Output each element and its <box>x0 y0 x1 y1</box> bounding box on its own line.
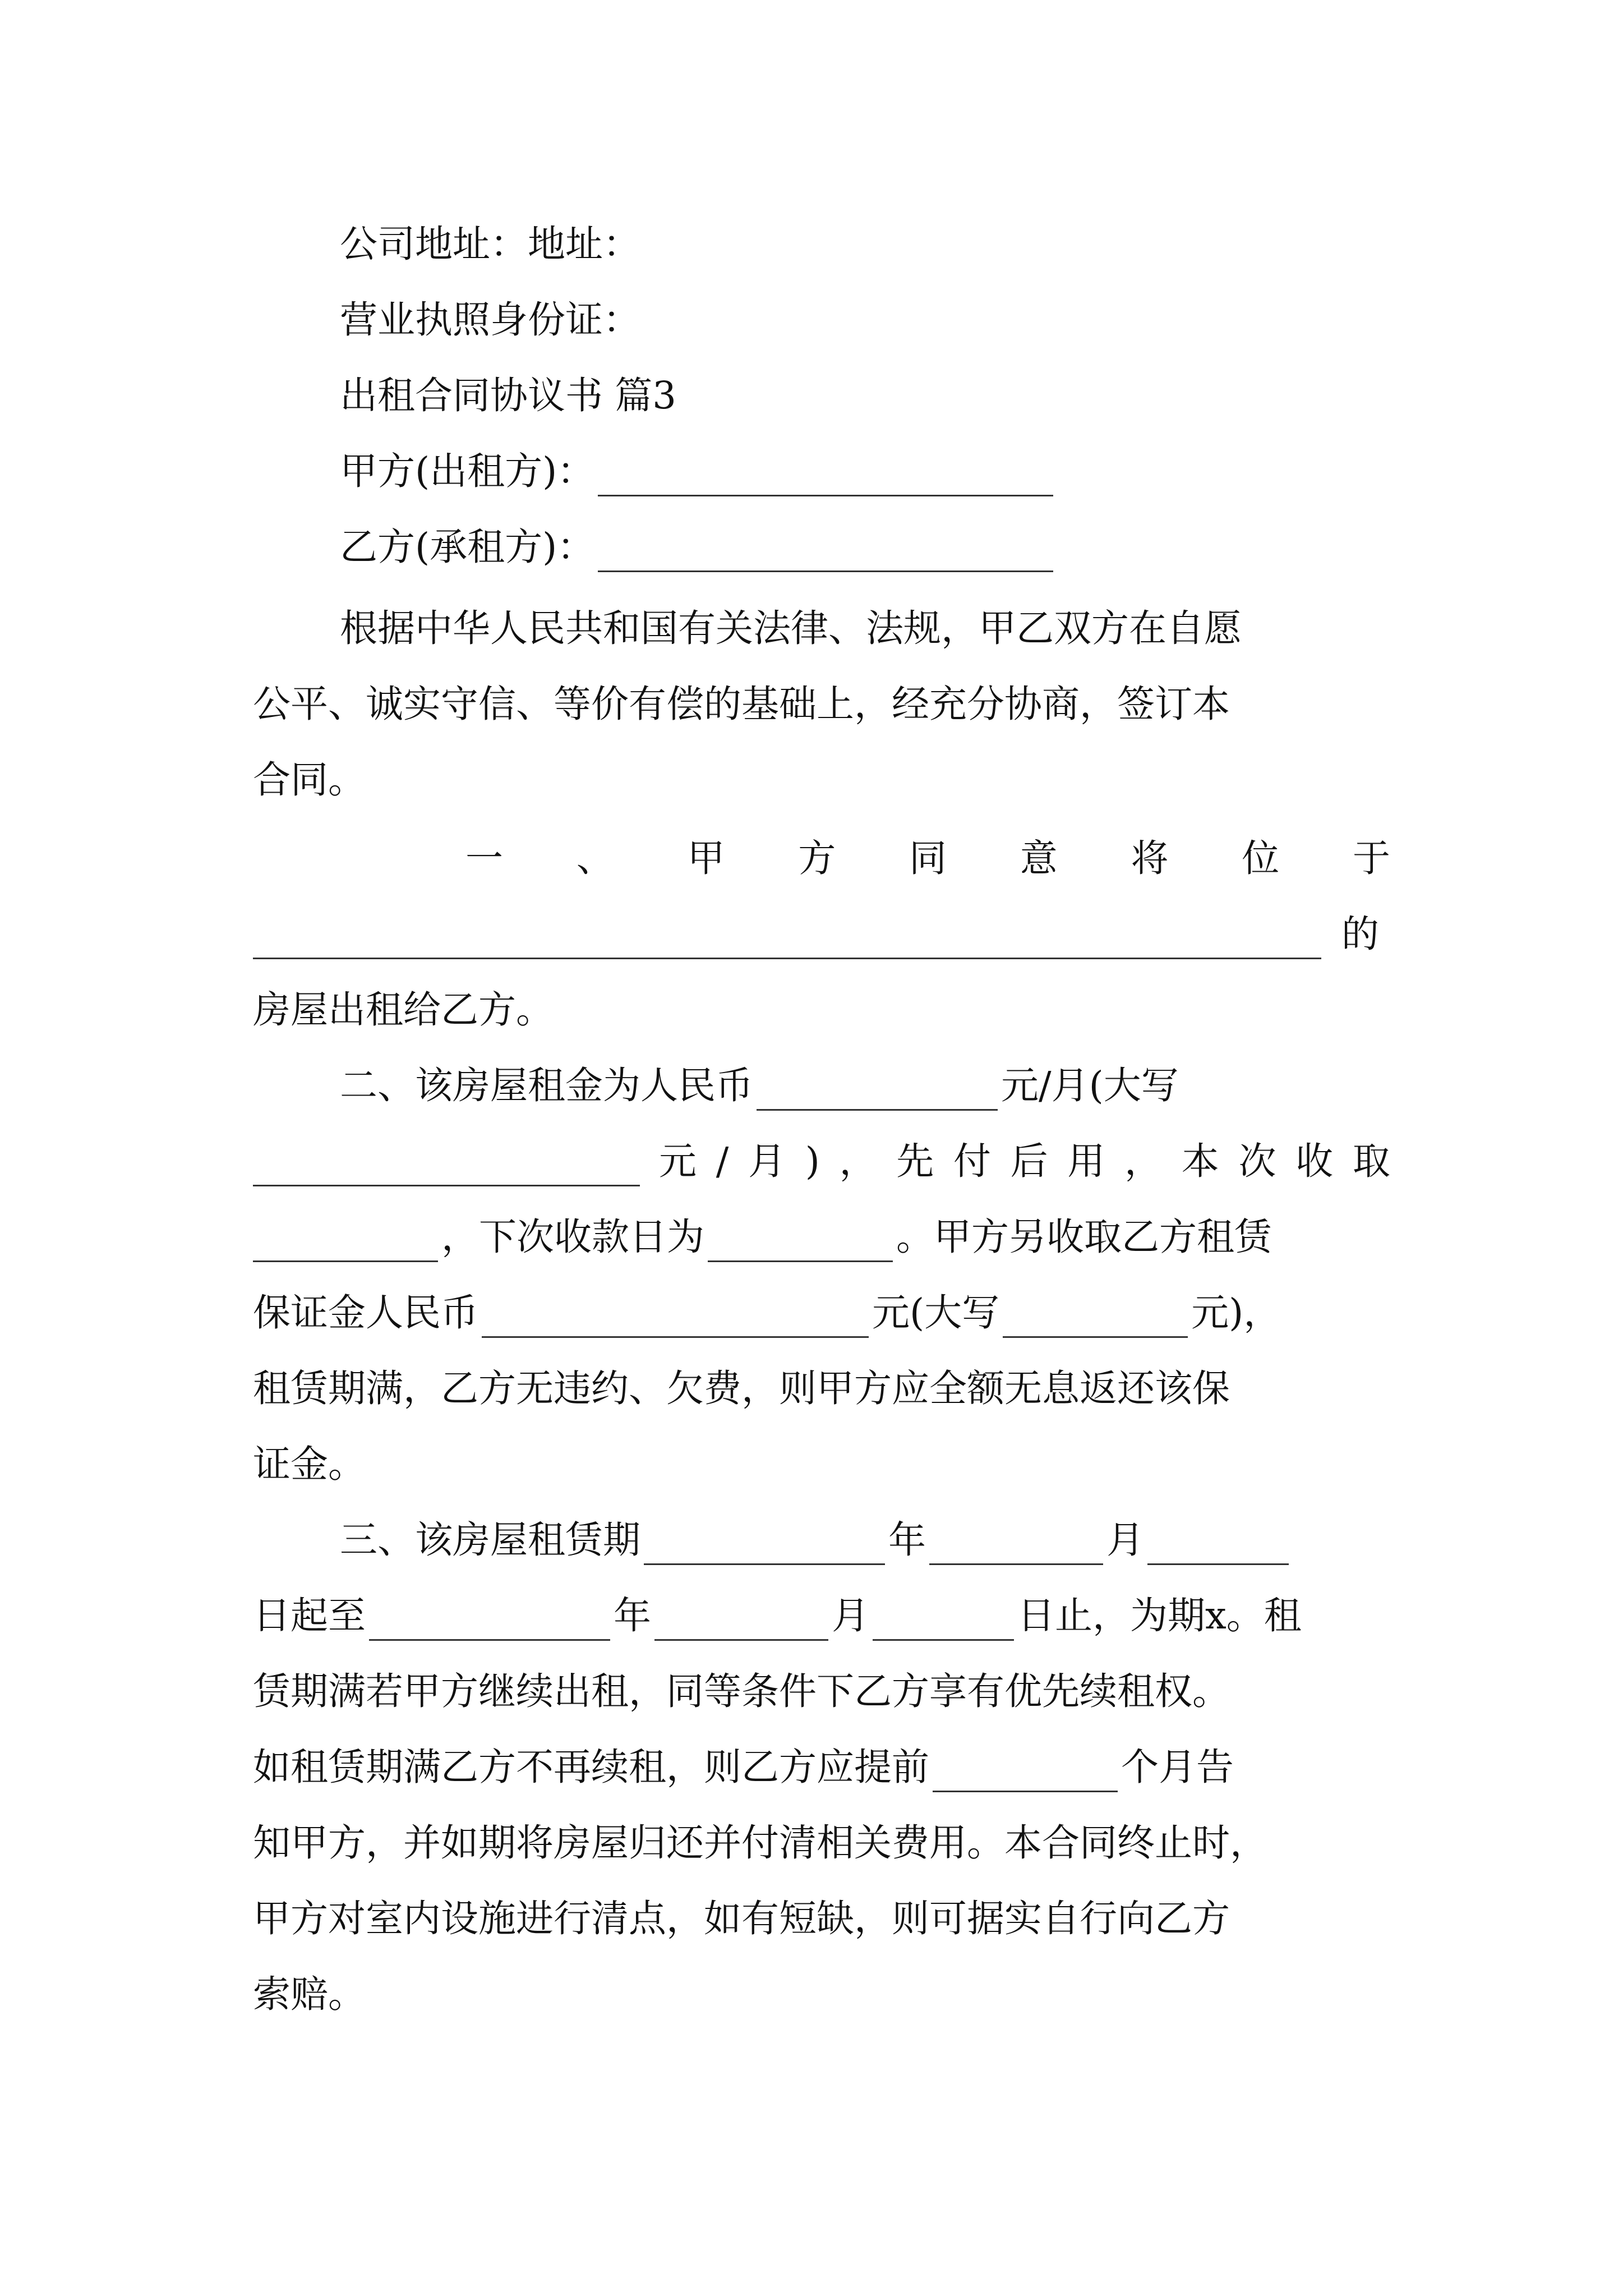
clause-3-line-5: 知甲方，并如期将房屋归还并付清相关费用。本合同终止时， <box>253 1821 1267 1865</box>
clause-1-char: 于 <box>1353 836 1390 880</box>
party-b-label: 乙方(承租方)： <box>340 525 595 569</box>
end-day-blank <box>873 1605 1014 1641</box>
deposit-label: 保证金人民币 <box>253 1291 478 1335</box>
paragraph-intro-line-3: 合同。 <box>253 758 366 802</box>
paragraph-intro-line-2: 公平、诚实守信、等价有偿的基础上，经充分协商，签订本 <box>253 682 1230 726</box>
clause-3-line-1 <box>340 1515 1292 1565</box>
month-label: 月 <box>1106 1518 1144 1562</box>
clause-3-line-6: 甲方对室内设施进行清点，如有短缺，则可据实自行向乙方 <box>253 1897 1230 1940</box>
location-blank <box>253 924 1321 959</box>
rent-uppercase-blank <box>253 1151 640 1186</box>
party-a-label: 甲方(出租方)： <box>340 449 595 493</box>
end-year-blank <box>369 1605 610 1641</box>
contract-title: 出租合同协议书 篇3 <box>340 374 676 417</box>
paragraph-intro-line-1: 根据中华人民共和国有关法律、法规，甲乙双方在自愿 <box>340 606 1242 650</box>
deposit-uppercase-label: 元(大写 <box>872 1291 1000 1335</box>
party-a-blank <box>598 461 1053 496</box>
start-day-label: 日起至 <box>253 1594 366 1637</box>
clause-2-line-6: 证金。 <box>253 1442 366 1486</box>
deposit-intro: 。甲方另收取乙方租赁 <box>896 1215 1272 1259</box>
party-a-line <box>340 446 1057 496</box>
clause-2-line-2 <box>253 1136 643 1186</box>
start-day-blank <box>1147 1530 1289 1565</box>
clause-2-char: 收 <box>1295 1139 1334 1183</box>
clause-3-line-7: 索赔。 <box>253 1972 366 2016</box>
clause-3-line-2 <box>253 1590 1302 1641</box>
clause-2-char: 用 <box>1067 1139 1105 1183</box>
next-payment-label: ，下次收款日为 <box>441 1215 704 1259</box>
party-b-line <box>340 522 1057 572</box>
month-label: 月 <box>832 1594 869 1637</box>
rent-amount-blank <box>757 1075 998 1111</box>
clause-2-char: 本 <box>1181 1139 1219 1183</box>
clause-1-char: 意 <box>1020 836 1058 880</box>
clause-2-char: ， <box>839 1139 877 1183</box>
lease-term-label: 三、该房屋租赁期 <box>340 1518 640 1562</box>
clause-2-line-1 <box>340 1060 1179 1111</box>
clause-1-char: 一 <box>465 836 503 880</box>
notice-label: 如租赁期满乙方不再续租，则乙方应提前 <box>253 1745 929 1789</box>
clause-2-line-3 <box>253 1212 1272 1262</box>
clause-1-char: 同 <box>909 836 947 880</box>
clause-1-line-1 <box>465 833 1390 884</box>
clause-2-char: 次 <box>1238 1139 1276 1183</box>
year-label: 年 <box>888 1518 926 1562</box>
clause-3-line-3: 赁期满若甲方继续出租，同等条件下乙方享有优先续租权。 <box>253 1669 1230 1713</box>
clause-1-char: 甲 <box>687 836 725 880</box>
party-b-blank <box>598 537 1053 572</box>
clause-2-char: 付 <box>953 1139 991 1183</box>
notice-unit: 个月告 <box>1121 1745 1234 1789</box>
clause-2-char: ， <box>1124 1139 1163 1183</box>
start-year-blank <box>644 1530 885 1565</box>
business-license-line: 营业执照身份证： <box>340 298 640 342</box>
clause-1-line-2 <box>253 909 1379 959</box>
clause-2-char: 月 <box>748 1139 786 1183</box>
clause-1-char: 将 <box>1131 836 1169 880</box>
clause-1-line-3: 房屋出租给乙方。 <box>253 988 554 1032</box>
start-month-blank <box>929 1530 1103 1565</box>
clause-2-char: 取 <box>1352 1139 1390 1183</box>
clause-2-char: 元 <box>659 1139 697 1183</box>
clause-2-char: ) <box>805 1139 820 1183</box>
current-payment-blank <box>253 1227 438 1262</box>
clause-2-char: 先 <box>896 1139 934 1183</box>
clause-2-line-4 <box>253 1287 1281 1338</box>
company-address-line: 公司地址：地址： <box>340 222 640 266</box>
clause-1-suffix: 的 <box>1341 912 1379 956</box>
term-end-text: 日止，为期x。租 <box>1017 1594 1302 1637</box>
clause-3-line-4 <box>253 1742 1234 1792</box>
next-payment-date-blank <box>708 1227 893 1262</box>
clause-2-line-5: 租赁期满，乙方无违约、欠费，则甲方应全额无息返还该保 <box>253 1366 1230 1410</box>
deposit-unit: 元)， <box>1191 1291 1281 1335</box>
clause-2-rent-label: 二、该房屋租金为人民币 <box>340 1064 753 1107</box>
clause-1-char: 、 <box>576 836 614 880</box>
deposit-uppercase-blank <box>1003 1303 1188 1338</box>
year-label: 年 <box>614 1594 651 1637</box>
clause-2-char: 后 <box>1010 1139 1048 1183</box>
clause-2-char: / <box>716 1139 729 1183</box>
notice-months-blank <box>933 1757 1118 1792</box>
clause-1-char: 方 <box>798 836 836 880</box>
clause-2-line-2-text <box>659 1136 1390 1186</box>
clause-2-rent-unit: 元/月(大写 <box>1001 1064 1179 1107</box>
deposit-amount-blank <box>482 1303 869 1338</box>
end-month-blank <box>654 1605 828 1641</box>
clause-1-char: 位 <box>1242 836 1280 880</box>
